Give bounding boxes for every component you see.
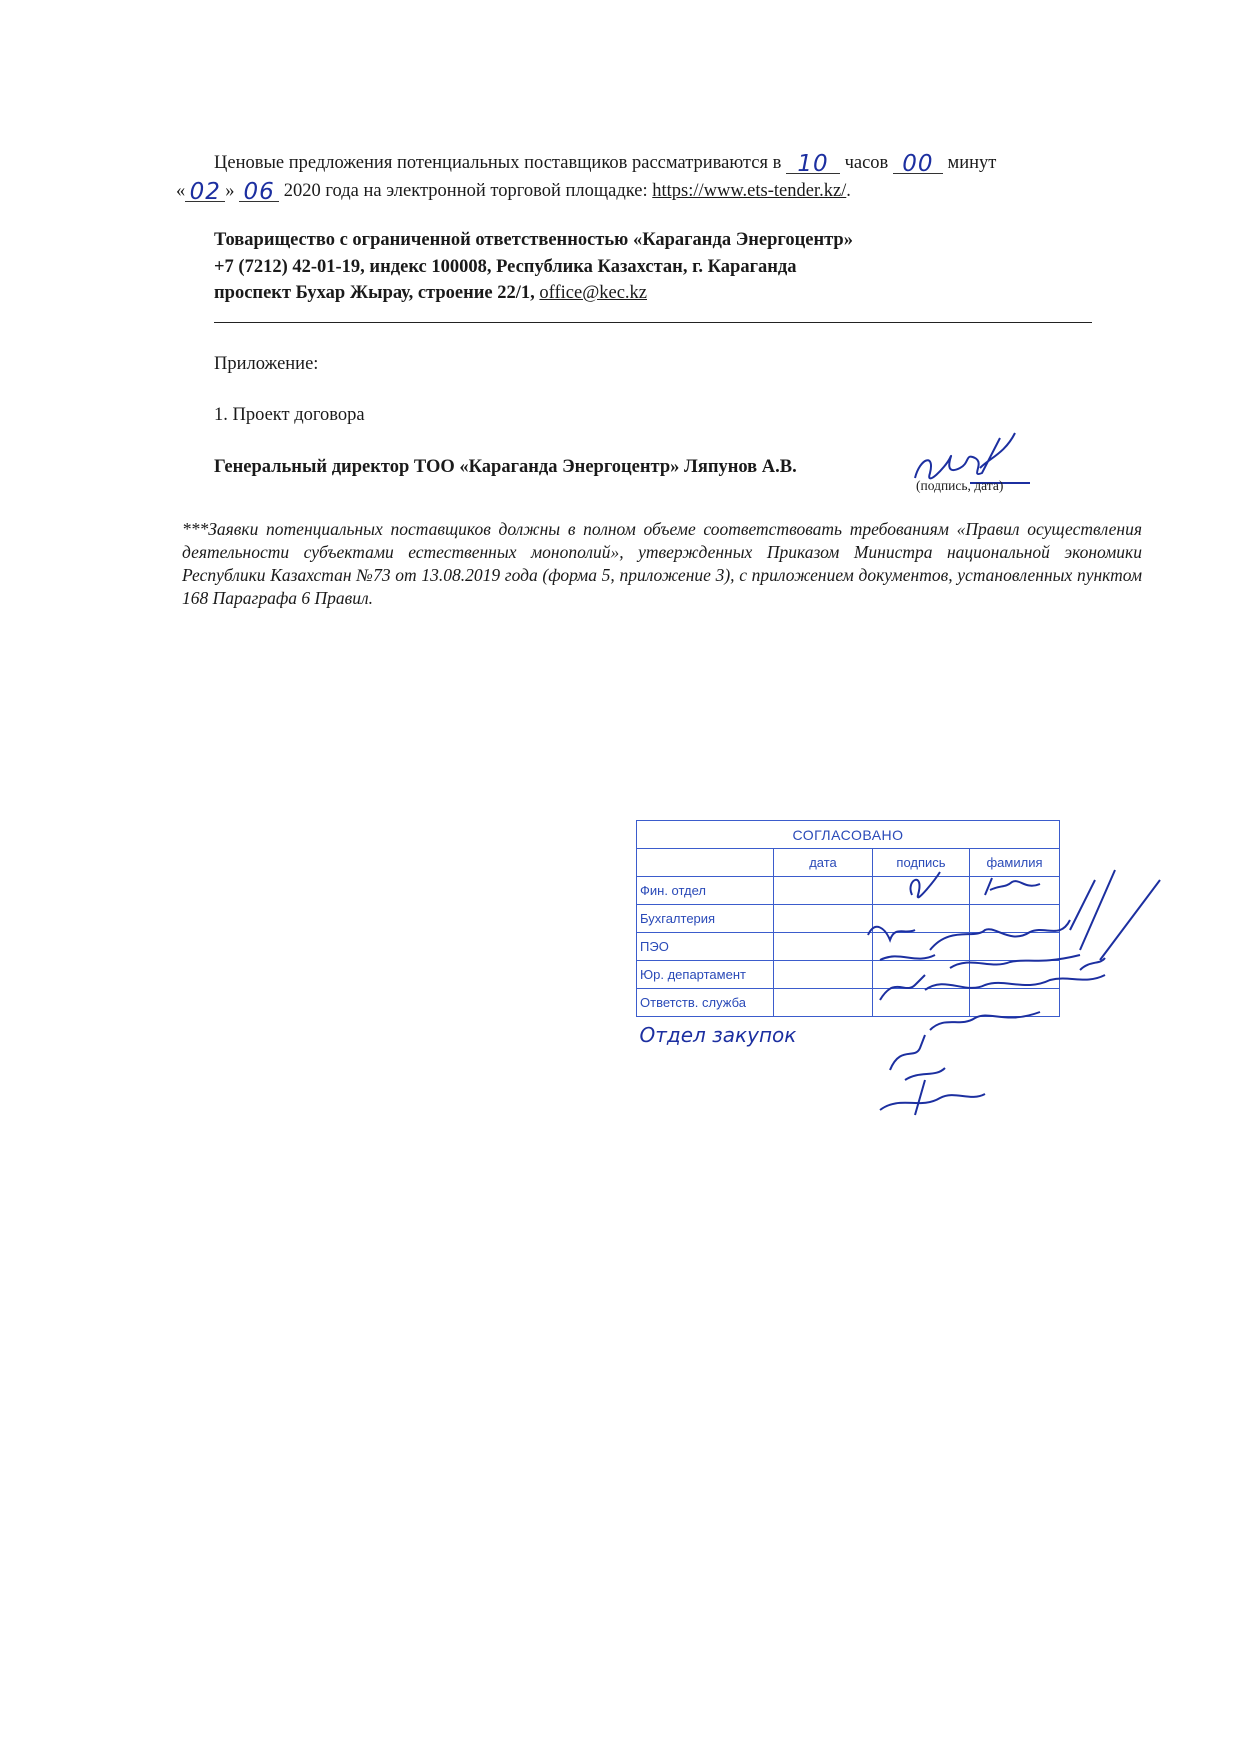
approval-table [636, 820, 1060, 1048]
schedule-text-2: 2020 года на электронной торговой площадке: [283, 181, 648, 201]
company-address-line [214, 283, 647, 304]
stamp-row-label: Ответств. служба [637, 989, 774, 1017]
hours-blank [786, 151, 840, 177]
tender-url-link[interactable]: https://www.ets-tender.kz/ [652, 181, 847, 201]
month-blank [239, 179, 279, 205]
attachment-heading: Приложение: [214, 354, 319, 374]
stamp-row-label: Юр. департамент [637, 961, 774, 989]
stamp-row-label: Бухгалтерия [637, 905, 774, 933]
stamp-row [637, 905, 1060, 933]
schedule-line-2 [176, 179, 851, 205]
stamp-row-label: ПЭО [637, 933, 774, 961]
approval-stamp [636, 820, 1060, 1048]
quote-open: « [176, 181, 186, 201]
minutes-blank [893, 151, 943, 177]
hours-label: часов [844, 153, 889, 173]
company-email-link[interactable]: office@kec.kz [539, 283, 648, 303]
stamp-header-date: дата [774, 849, 873, 877]
hours-handwritten: 10 [797, 151, 829, 177]
stamp-row [637, 961, 1060, 989]
separator-line [214, 322, 1092, 323]
month-handwritten: 06 [243, 179, 275, 205]
day-handwritten: 02 [189, 179, 221, 205]
company-phone-address: +7 (7212) 42-01-19, индекс 100008, Республика Казахстан, г. Караганда [214, 257, 797, 277]
attachment-item-1: 1. Проект договора [214, 405, 365, 425]
stamp-handwritten-row: Отдел закупок [639, 1022, 797, 1047]
stamp-header-signature: подпись [873, 849, 970, 877]
stamp-header-surname: фамилия [970, 849, 1060, 877]
schedule-end: . [846, 181, 851, 201]
schedule-line-1 [214, 151, 997, 177]
day-blank [185, 179, 225, 205]
stamp-row [637, 989, 1060, 1017]
signature-caption: (подпись, дата) [916, 478, 1004, 493]
stamp-header-empty [637, 849, 774, 877]
minutes-handwritten: 00 [902, 151, 934, 177]
company-street: проспект Бухар Жырау, строение 22/1, [214, 283, 535, 303]
requirements-note: ***Заявки потенциальных поставщиков должны в полном объеме соответствовать требованиям «Правил осуществления деятельности субъектами естественных монополий», утвержденных Приказом Министра национальной экономики Республики Казахстан №73 от 13.08.2019 года (форма 5, приложение 3), с приложением документов, установленных пунктом 168 Параграфа 6 Правил. [182, 519, 1142, 608]
stamp-row [637, 933, 1060, 961]
quote-close: » [225, 181, 235, 201]
minutes-label: минут [947, 153, 997, 173]
stamp-row-label: Фин. отдел [637, 877, 774, 905]
stamp-title: СОГЛАСОВАНО [637, 821, 1060, 849]
schedule-text-1: Ценовые предложения потенциальных поставщиков рассматриваются в [214, 153, 782, 173]
stamp-row [637, 877, 1060, 905]
company-name: Товарищество с ограниченной ответственностью «Караганда Энергоцентр» [214, 230, 853, 250]
signatory-line: Генеральный директор ТОО «Караганда Энергоцентр» Ляпунов А.В. [214, 457, 797, 477]
